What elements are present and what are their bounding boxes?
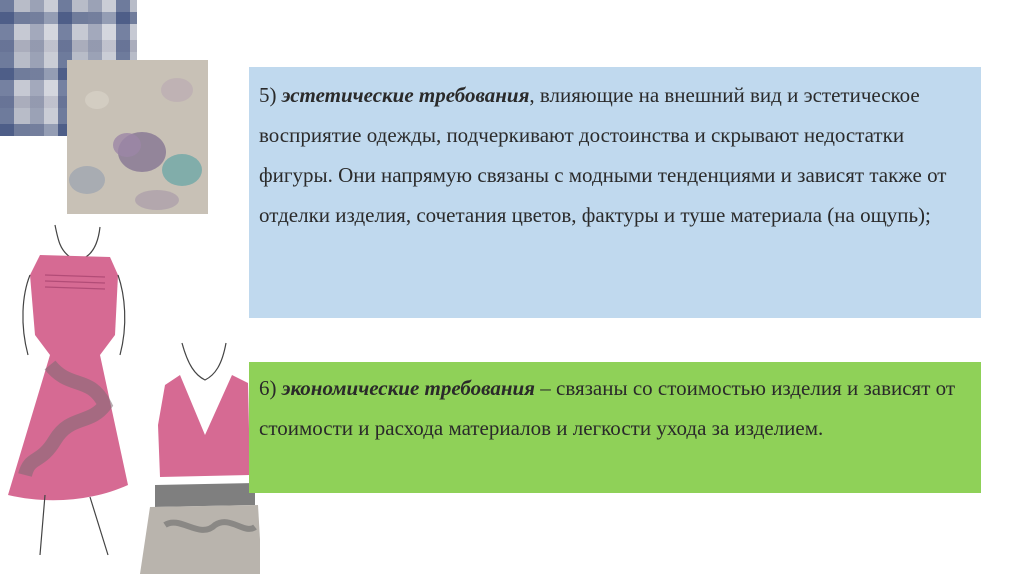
economic-number: 6): [259, 376, 277, 400]
floral-fabric-swatch: [67, 60, 208, 214]
pink-floral-dress-sketch: [8, 225, 128, 555]
aesthetic-term: эстетические требования: [281, 83, 530, 107]
floral-pattern: [67, 60, 208, 214]
dress-sketches: [0, 215, 260, 574]
economic-requirements-box: [249, 362, 981, 493]
aesthetic-text: , влияющие на внешний вид и эстетическое восприятие одежды, подчеркивают достоинства и скрывают недостатки фигуры. Они напрямую связаны с модными тенденциями и зависят также от отделки изделия, сочетания цветов, фактуры и туше материала (на ощупь);: [259, 83, 947, 227]
economic-term: экономические требования: [281, 376, 535, 400]
aesthetic-number: 5): [259, 83, 277, 107]
economic-text: – связаны со стоимостью изделия и зависят от стоимости и расхода материалов и легкости ухода за изделием.: [259, 376, 956, 440]
aesthetic-requirements-box: [249, 67, 981, 318]
gray-wrap-dress-sketch: [140, 343, 260, 574]
